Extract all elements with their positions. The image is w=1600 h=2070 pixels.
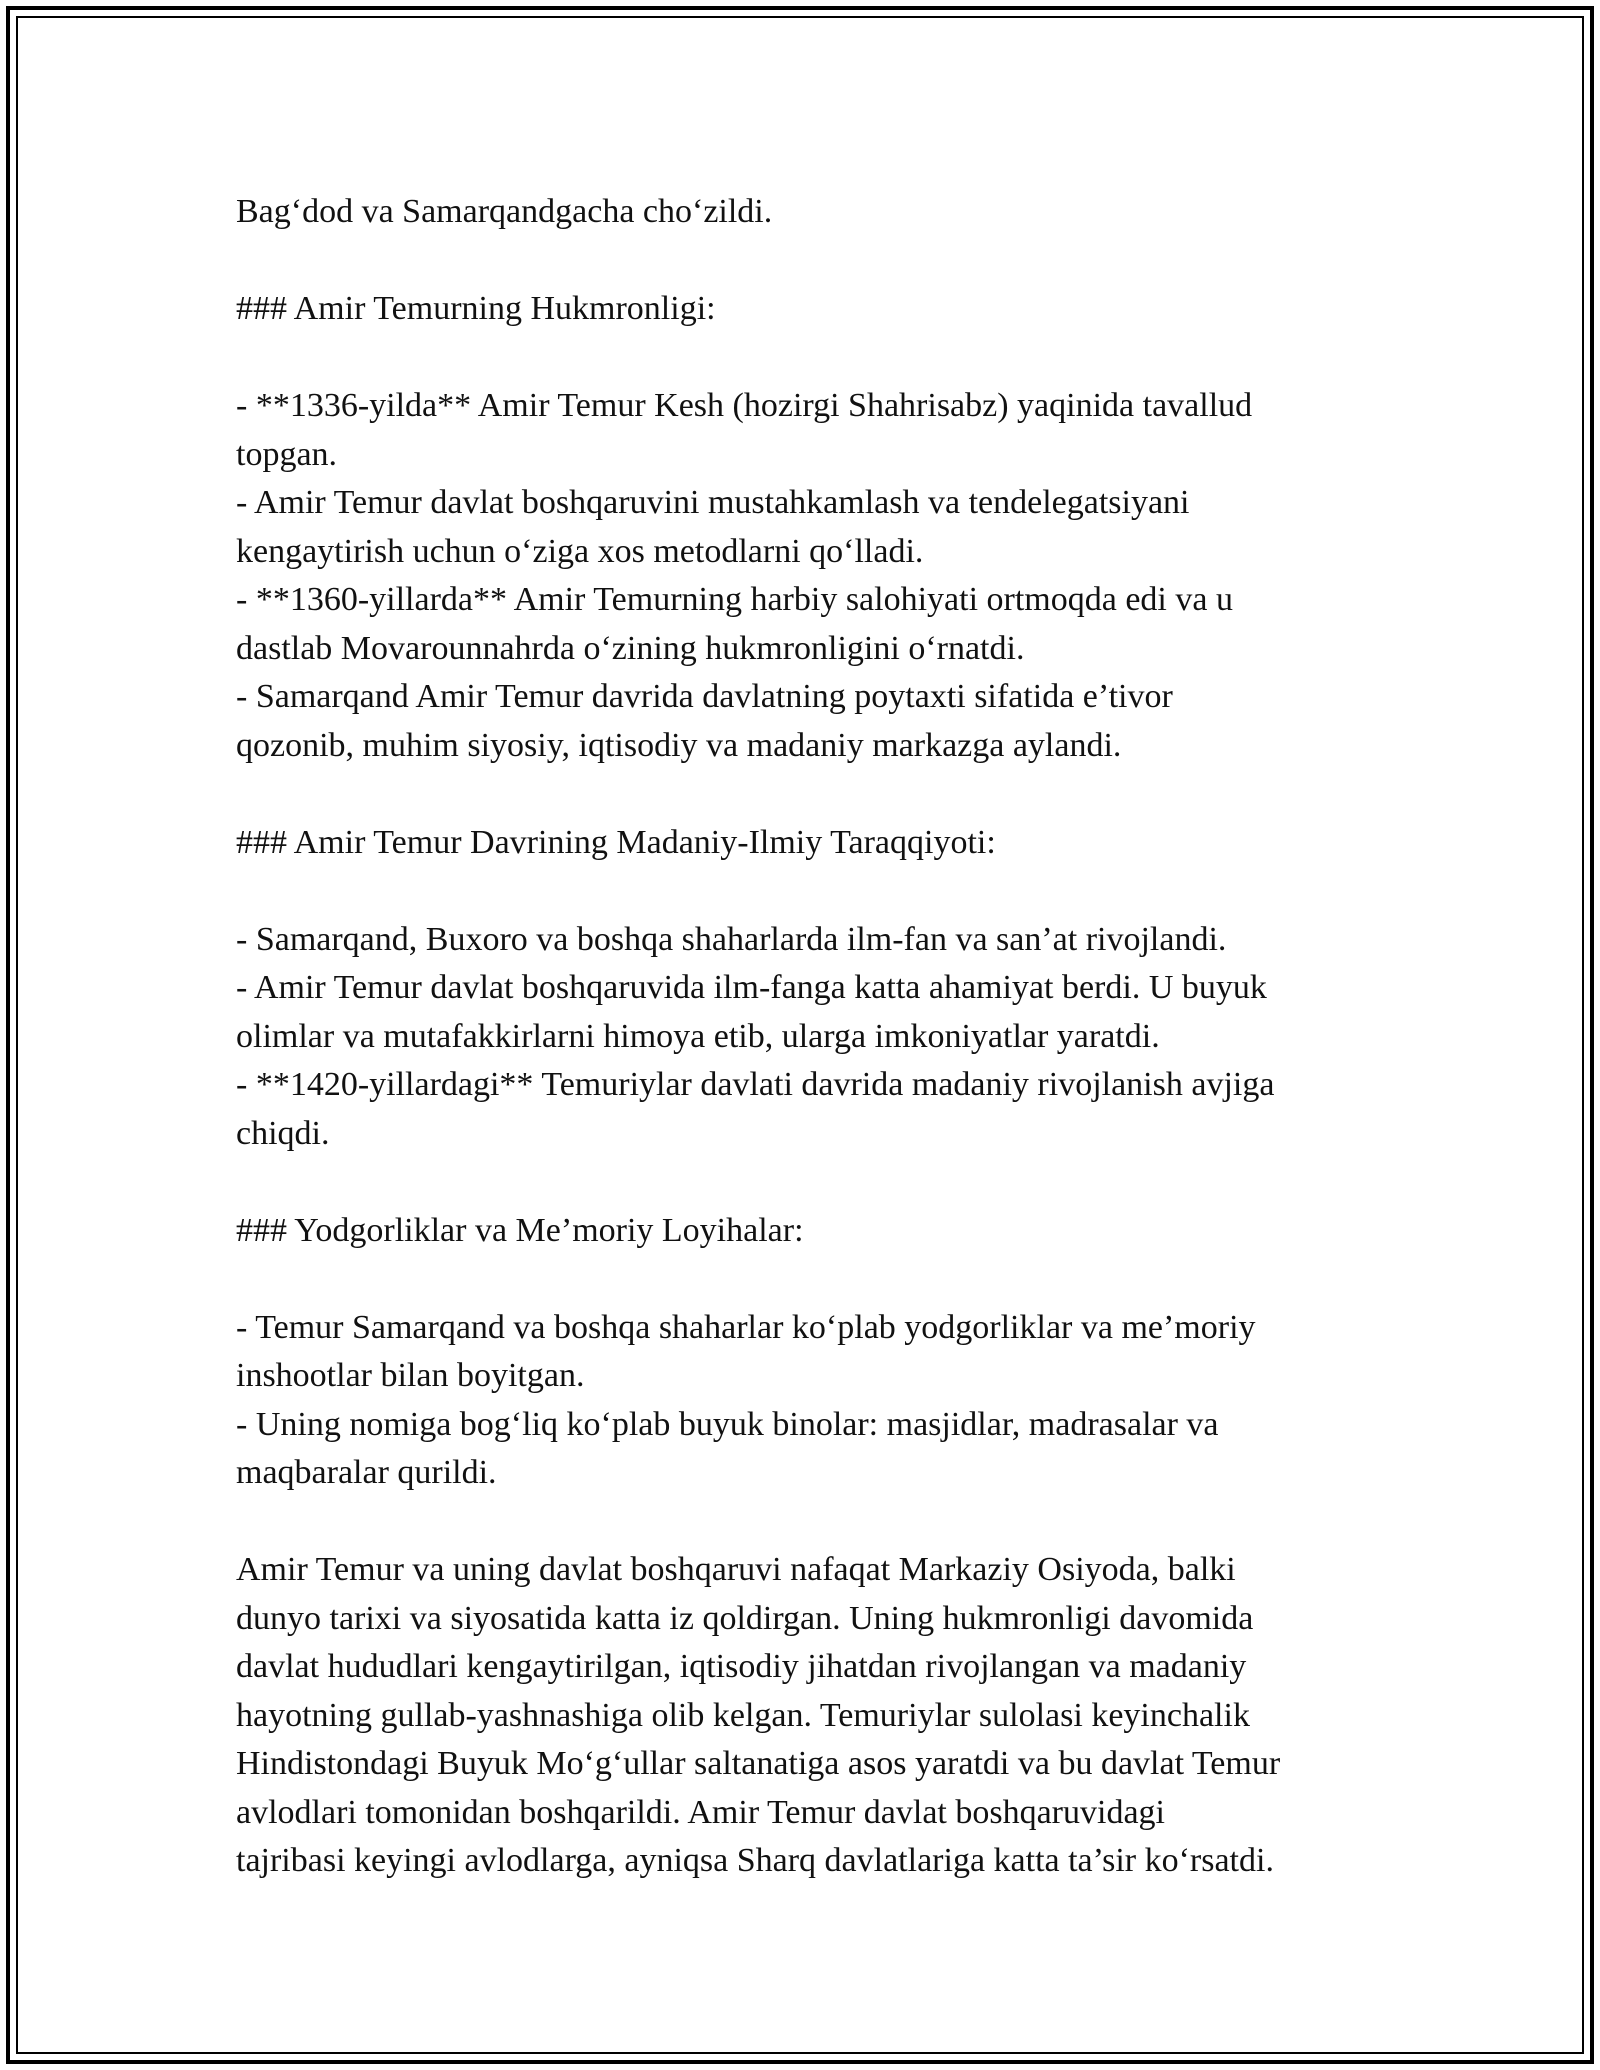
body-line: kengaytirish uchun o‘ziga xos metodlarni qo‘lladi.	[236, 532, 924, 570]
body-line: - **1360-yillarda** Amir Temurning harbiy salohiyati ortmoqda edi va u	[236, 581, 1233, 618]
spacer	[236, 770, 1376, 819]
body-line: davlat hududlari kengaytirilgan, iqtisodiy jihatdan rivojlangan va madaniy	[236, 1648, 1247, 1685]
body-line: Hindistondagi Buyuk Mo‘g‘ullar saltanatiga asos yaratdi va bu davlat Temur	[236, 1745, 1281, 1782]
body-line: - Samarqand, Buxoro va boshqa shaharlarda ilm-fan va san’at rivojlandi.	[236, 920, 1227, 958]
body-line: - **1336-yilda** Amir Temur Kesh (hozirgi Shahrisabz) yaqinida tavallud	[236, 387, 1253, 424]
spacer	[236, 334, 1376, 383]
body-line: - Amir Temur davlat boshqaruvida ilm-fanga katta ahamiyat berdi. U buyuk	[236, 969, 1267, 1006]
body-line: olimlar va mutafakkirlarni himoya etib, ularga imkoniyatlar yaratdi.	[236, 1017, 1160, 1055]
body-line: tajribasi keyingi avlodlarga, ayniqsa Sharq davlatlariga katta ta’sir ko‘rsatdi.	[236, 1842, 1274, 1879]
spacer	[236, 1158, 1376, 1207]
body-line: - Amir Temur davlat boshqaruvini mustahkamlash va tendelegatsiyani	[236, 484, 1190, 521]
body-line: - **1420-yillardagi** Temuriylar davlati davrida madaniy rivojlanish avjiga	[236, 1066, 1275, 1103]
body-line: hayotning gullab-yashnashiga olib kelgan. Temuriylar sulolasi keyinchalik	[236, 1696, 1250, 1734]
body-line: qozonib, muhim siyosiy, iqtisodiy va madaniy markazga aylandi.	[236, 726, 1122, 764]
body-line: chiqdi.	[236, 1114, 330, 1152]
body-line: maqbaralar qurildi.	[236, 1454, 497, 1491]
document-body	[236, 188, 1376, 1886]
body-line: topgan.	[236, 435, 338, 473]
body-line: dunyo tarixi va siyosatida katta iz qoldirgan. Uning hukmronligi davomida	[236, 1599, 1254, 1637]
body-line: Amir Temur va uning davlat boshqaruvi nafaqat Markaziy Osiyoda, balki	[236, 1551, 1236, 1588]
spacer	[236, 1255, 1376, 1304]
closing-paragraph	[236, 1546, 1376, 1886]
section-monuments	[236, 1207, 1376, 1498]
section-culture	[236, 819, 1376, 1159]
body-line: avlodlari tomonidan boshqarildi. Amir Temur davlat boshqaruvidagi	[236, 1793, 1165, 1831]
section-rule	[236, 285, 1376, 770]
spacer	[236, 1498, 1376, 1547]
spacer	[236, 867, 1376, 916]
body-line: dastlab Movarounnahrda o‘zining hukmronligini o‘rnatdi.	[236, 629, 1025, 667]
body-line: - Samarqand Amir Temur davrida davlatning poytaxti sifatida e’tivor	[236, 678, 1173, 715]
body-line: - Uning nomiga bog‘liq ko‘plab buyuk binolar: masjidlar, madrasalar va	[236, 1405, 1219, 1443]
body-line: - Temur Samarqand va boshqa shaharlar ko‘plab yodgorliklar va me’moriy	[236, 1308, 1256, 1346]
section-heading: ### Amir Temurning Hukmronligi:	[236, 290, 716, 327]
opening-line: Bag‘dod va Samarqandgacha cho‘zildi.	[236, 193, 773, 230]
section-heading: ### Yodgorliklar va Me’moriy Loyihalar:	[236, 1211, 804, 1249]
spacer	[236, 237, 1376, 286]
body-line: inshootlar bilan boyitgan.	[236, 1357, 585, 1394]
section-heading: ### Amir Temur Davrining Madaniy-Ilmiy Taraqqiyoti:	[236, 823, 996, 861]
